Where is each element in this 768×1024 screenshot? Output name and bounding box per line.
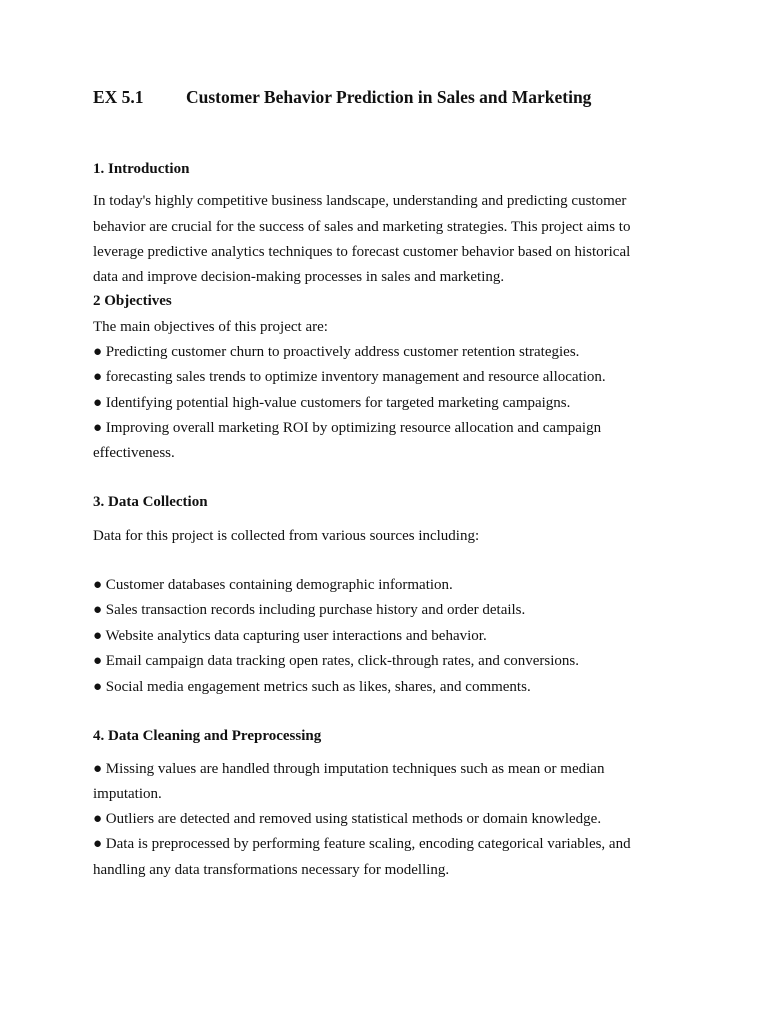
section-heading-introduction: 1. Introduction — [93, 161, 190, 177]
bullet-item: ● Improving overall marketing ROI by optimizing resource allocation and campaign — [93, 420, 602, 436]
bullet-item: ● Email campaign data tracking open rates, click-through rates, and conversions. — [93, 653, 579, 669]
bullet-item: ● Identifying potential high-value customers for targeted marketing campaigns. — [93, 395, 571, 411]
bullet-item: ● Sales transaction records including purchase history and order details. — [93, 602, 526, 618]
paragraph-line: behavior are crucial for the success of sales and marketing strategies. This project aims to — [93, 219, 631, 235]
paragraph-line: data and improve decision-making processes in sales and marketing. — [93, 269, 505, 285]
paragraph-line: In today's highly competitive business landscape, understanding and predicting customer — [93, 193, 627, 209]
bullet-item-continuation: effectiveness. — [93, 445, 175, 461]
bullet-item-continuation: handling any data transformations necessary for modelling. — [93, 862, 450, 878]
exercise-number: EX 5.1 — [93, 87, 144, 107]
exercise-title: Customer Behavior Prediction in Sales and Marketing — [186, 87, 592, 107]
bullet-item: ● Predicting customer churn to proactively address customer retention strategies. — [93, 344, 580, 360]
paragraph-line: The main objectives of this project are: — [93, 319, 328, 335]
bullet-item: ● Social media engagement metrics such as likes, shares, and comments. — [93, 679, 531, 695]
bullet-item: ● Missing values are handled through imputation techniques such as mean or median — [93, 761, 605, 777]
section-heading-objectives: 2 Objectives — [93, 293, 172, 309]
bullet-item: ● forecasting sales trends to optimize inventory management and resource allocation. — [93, 369, 606, 385]
bullet-item: ● Website analytics data capturing user interactions and behavior. — [93, 628, 487, 644]
paragraph-line: Data for this project is collected from various sources including: — [93, 528, 480, 544]
bullet-item: ● Outliers are detected and removed using statistical methods or domain knowledge. — [93, 811, 602, 827]
bullet-item: ● Customer databases containing demographic information. — [93, 577, 453, 593]
bullet-item: ● Data is preprocessed by performing feature scaling, encoding categorical variables, and — [93, 836, 631, 852]
paragraph-line: leverage predictive analytics techniques to forecast customer behavior based on historical — [93, 244, 631, 260]
section-heading-data-collection: 3. Data Collection — [93, 494, 208, 510]
document-title — [93, 88, 591, 106]
section-heading-data-cleaning: 4. Data Cleaning and Preprocessing — [93, 728, 322, 744]
bullet-item-continuation: imputation. — [93, 786, 162, 802]
